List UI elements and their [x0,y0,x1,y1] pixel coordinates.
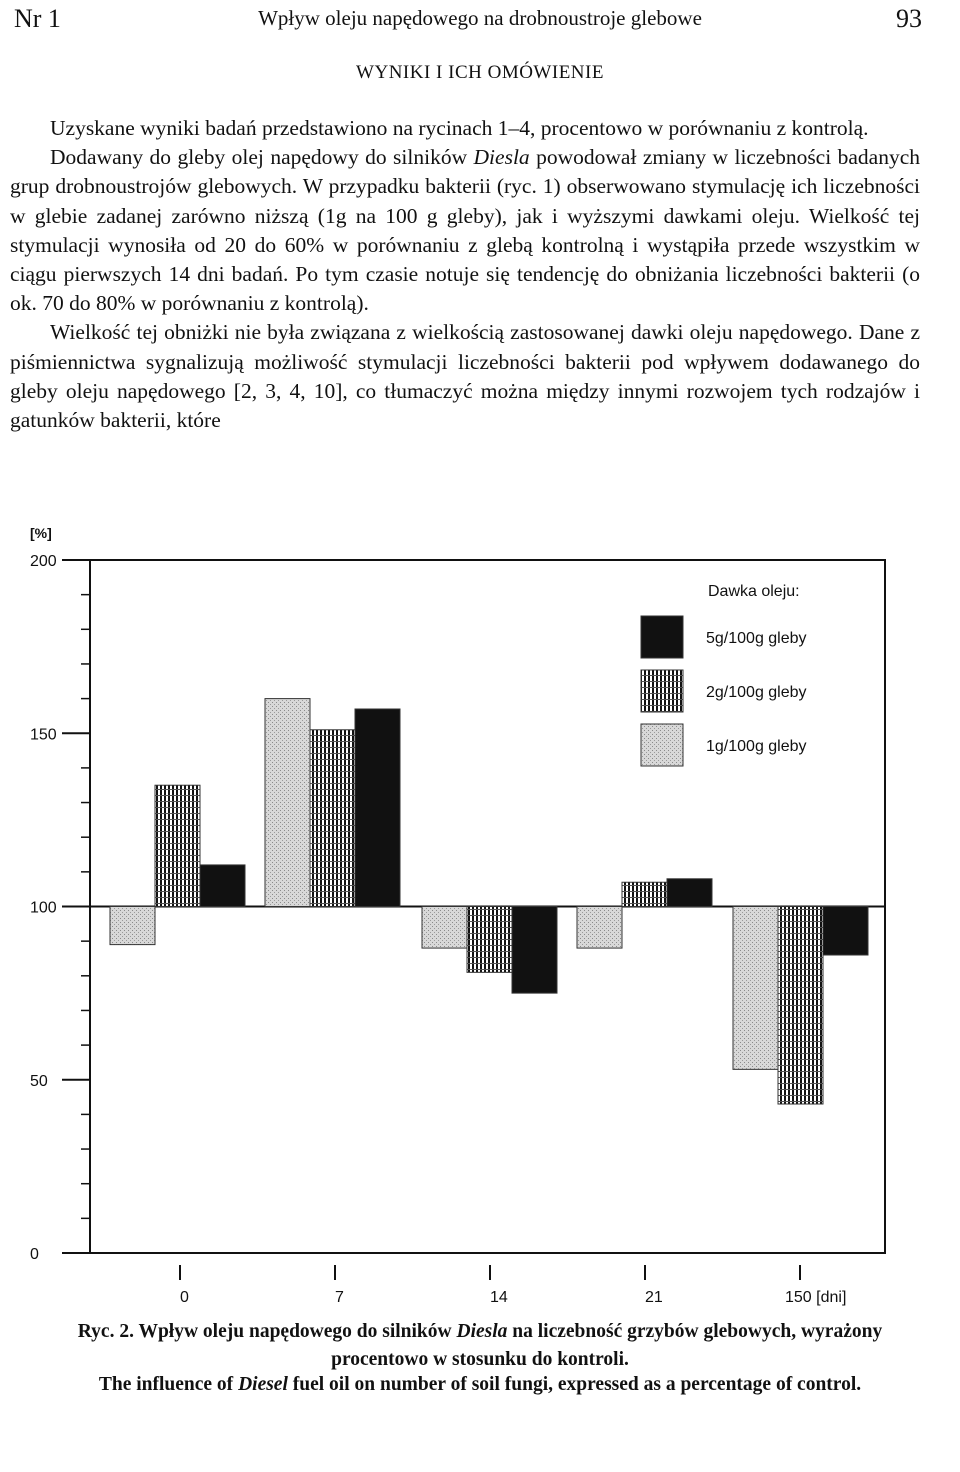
bar-solid-black-1 [355,709,400,907]
figure-caption-pl: Ryc. 2. Wpływ oleju napędowego do silników Diesla na liczebność grzybów glebowych, wyrażony procentowo w stosunku do kontroli. [77,1321,883,1370]
figure-caption-en: The influence of Diesel fuel oil on number of soil fungi, expressed as a percentage of control. [98,1374,862,1395]
page-number: 93 [896,4,922,33]
bar-light-stipple-2 [422,907,467,949]
y-tick-label: 200 [30,553,57,570]
bar-vertical-hatch-2 [467,907,512,973]
legend-title: Dawka oleju: [708,583,800,600]
section-title: WYNIKI I ICH OMÓWIENIE [356,62,604,83]
bar-vertical-hatch-3 [622,882,667,906]
page-header [0,0,960,40]
legend-swatch-solid-black [641,616,683,658]
bar-vertical-hatch-1 [310,730,355,907]
running-title: Wpływ oleju napędowego na drobnoustroje glebowe [258,6,702,30]
paragraph-2: Dodawany do gleby olej napędowy do silników Diesla powodował zmiany w liczebności badanych grup drobnoustrojów glebowych. W przypadku bakterii (ryc. 1) obserwowano stymulację ich liczebności w glebie zadanej zarówno niższą (1g na 100 g gleby), jak i wyższymi dawkami oleju. Wielkość tej stymulacji wynosiła od 20 do 60% w porównaniu z glebą kontrolną i wystąpiła przede wszystkim w ciągu pierwszych 14 dni badań. Po tym czasie notuje się tendencję do obniżania liczebności bakterii (o ok. 70 do 80% w porównaniu z kontrolą). [10,145,920,316]
bar-light-stipple-4 [733,907,778,1070]
paragraph-3: Wielkość tej obniżki nie była związana z wielkością zastosowanej dawki oleju napędowego. Dane z piśmiennictwa sygnalizują możliwość stymulacji liczebności bakterii pod wpływem dodawanego do gleby oleju napędowego [2, 3, 4, 10], co tłumaczyć można między innymi rozwojem tych rodzajów i gatunków bakterii, które [10,320,920,433]
legend-label: 1g/100g gleby [706,738,807,755]
legend-label: 2g/100g gleby [706,684,807,701]
y-tick-label: 100 [30,899,57,917]
legend-swatch-vertical-hatch [641,670,683,712]
bar-light-stipple-3 [577,907,622,949]
bar-vertical-hatch-0 [155,785,200,906]
bar-vertical-hatch-4 [778,907,823,1105]
y-tick-label: 50 [30,1072,48,1090]
bar-solid-black-2 [512,907,557,994]
x-tick-label: 0 [180,1289,189,1306]
x-tick-label: 7 [335,1289,344,1306]
issue-number: Nr 1 [14,4,61,33]
bar-solid-black-0 [200,865,245,907]
bar-light-stipple-1 [265,699,310,907]
bar-chart [0,510,960,1310]
bar-solid-black-4 [823,907,868,956]
y-axis-title: [%] [30,525,52,541]
x-tick-label: 14 [490,1289,508,1306]
legend-label: 5g/100g gleby [706,630,807,647]
paragraph-1: Uzyskane wyniki badań przedstawiono na rycinach 1–4, procentowo w porównaniu z kontrolą. [50,116,869,140]
bar-solid-black-3 [667,879,712,907]
body-text [10,114,920,435]
y-tick-label: 150 [30,726,57,744]
x-tick-label: 21 [645,1289,663,1306]
legend-swatch-light-stipple [641,724,683,766]
y-tick-label: 0 [30,1246,39,1263]
x-tick-label: 150 [dni] [785,1289,847,1306]
bar-light-stipple-0 [110,907,155,945]
